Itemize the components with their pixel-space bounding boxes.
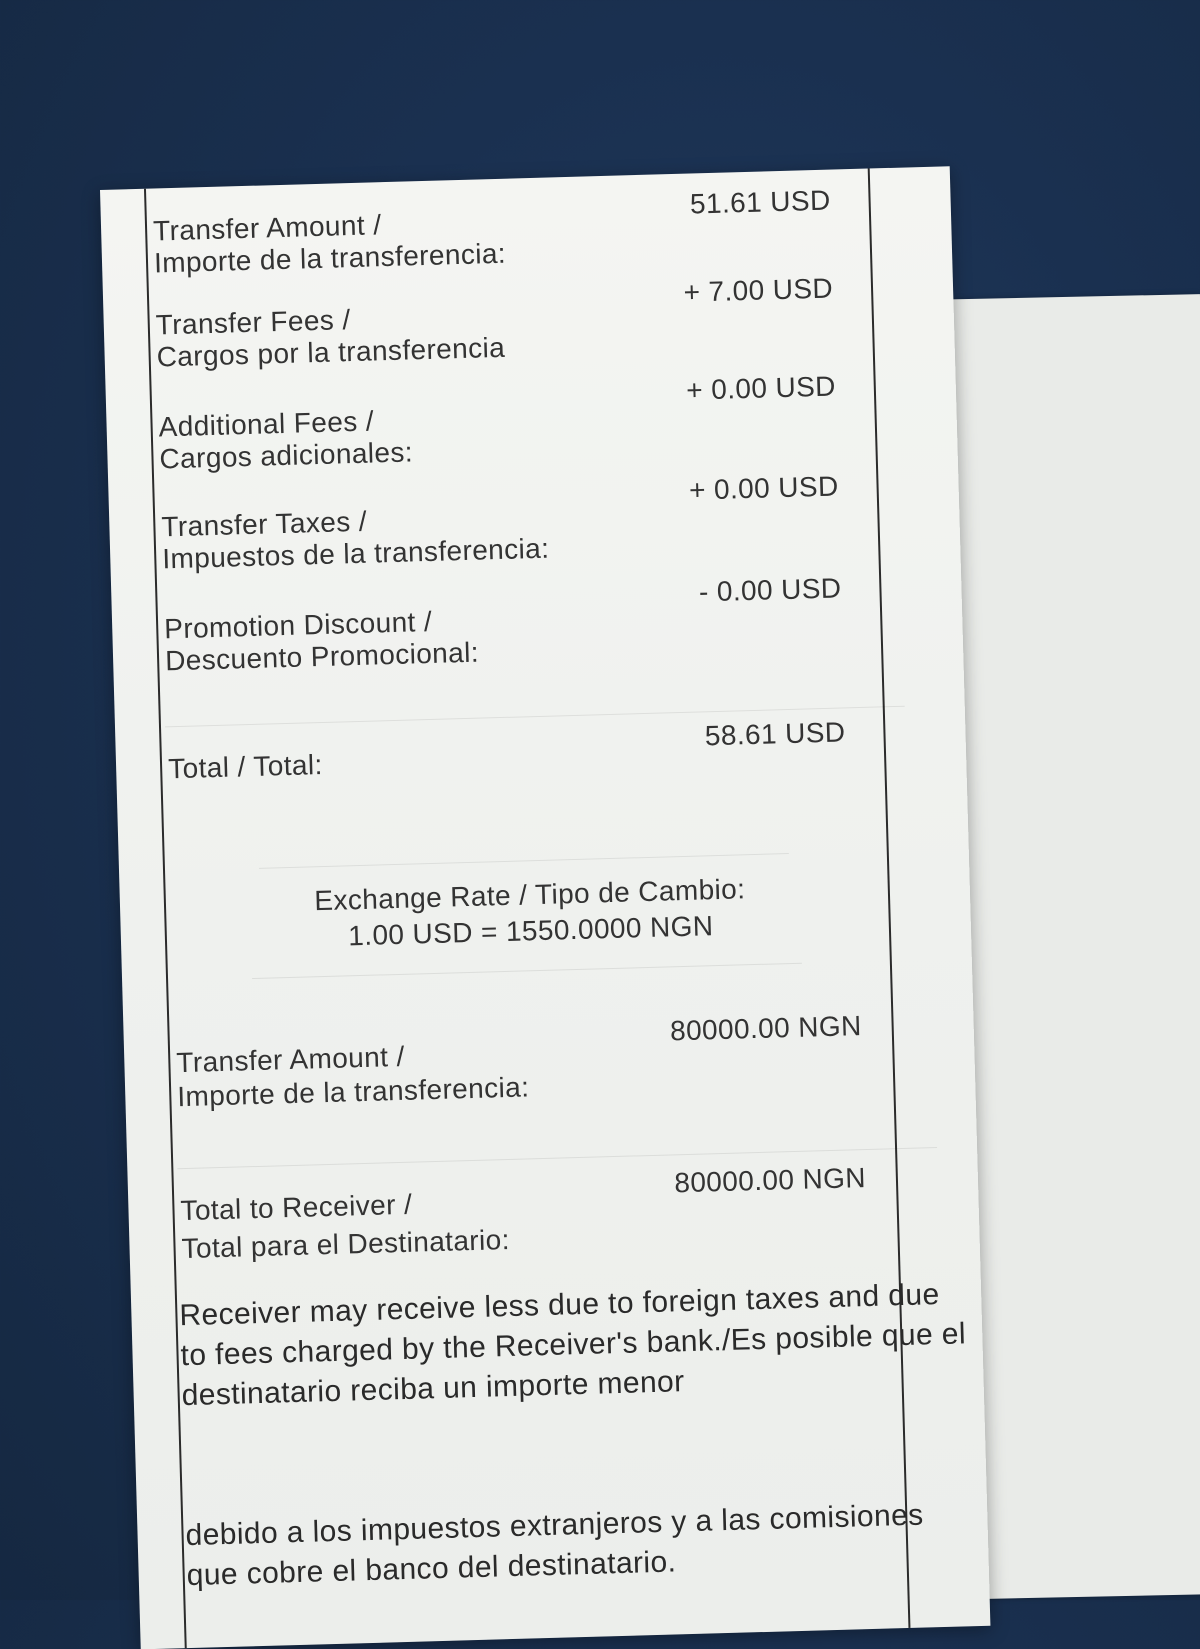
- notice-paragraph-es: debido a los impuestos extranjeros y a las comisiones que cobre el banco del destinatario.: [185, 1498, 925, 1593]
- total-to-receiver-value: 80000.00 NGN: [673, 1162, 867, 1199]
- ngn-transfer-amount-label-es: Importe de la transferencia:: [176, 1071, 530, 1113]
- transfer-fees-value: + 7.00 USD: [683, 272, 834, 308]
- additional-fees-label-es: Cargos adicionales:: [159, 436, 414, 475]
- promotion-discount-value: - 0.00 USD: [698, 572, 842, 608]
- transfer-taxes-label-es: Impuestos de la transferencia:: [161, 532, 550, 575]
- exchange-rate-label: Exchange Rate / Tipo de Cambio:: [313, 873, 746, 917]
- total-usd-value: 58.61 USD: [704, 716, 846, 752]
- promotion-discount-label-es: Descuento Promocional:: [164, 636, 480, 677]
- transfer-amount-label-en: Transfer Amount /: [152, 209, 382, 247]
- promotion-discount-label-en: Promotion Discount /: [163, 605, 433, 645]
- exchange-rate-value: 1.00 USD = 1550.0000 NGN: [347, 910, 714, 952]
- transfer-amount-usd-value: 51.61 USD: [689, 184, 831, 220]
- transfer-taxes-value: + 0.00 USD: [688, 470, 839, 506]
- ngn-transfer-amount-label-en: Transfer Amount /: [175, 1040, 406, 1079]
- total-to-receiver-label-en: Total to Receiver /: [180, 1188, 413, 1227]
- transfer-fees-label-en: Transfer Fees /: [155, 304, 351, 341]
- total-label: Total / Total:: [167, 749, 324, 785]
- total-to-receiver-label-es: Total para el Destinatario:: [181, 1223, 511, 1265]
- transfer-fees-label-es: Cargos por la transferencia: [156, 331, 506, 373]
- transfer-amount-label-es: Importe de la transferencia:: [153, 237, 507, 279]
- ngn-transfer-amount-value: 80000.00 NGN: [669, 1010, 863, 1047]
- additional-fees-value: + 0.00 USD: [685, 370, 837, 406]
- additional-fees-label-en: Additional Fees /: [158, 405, 375, 443]
- transfer-taxes-label-en: Transfer Taxes /: [160, 505, 368, 543]
- notice-paragraph-en: Receiver may receive less due to foreign taxes and due to fees charged by the Receiver's bank./Es posible que el destinatario reciba un importe menor: [179, 1277, 967, 1413]
- receipt-paper: [100, 166, 990, 1649]
